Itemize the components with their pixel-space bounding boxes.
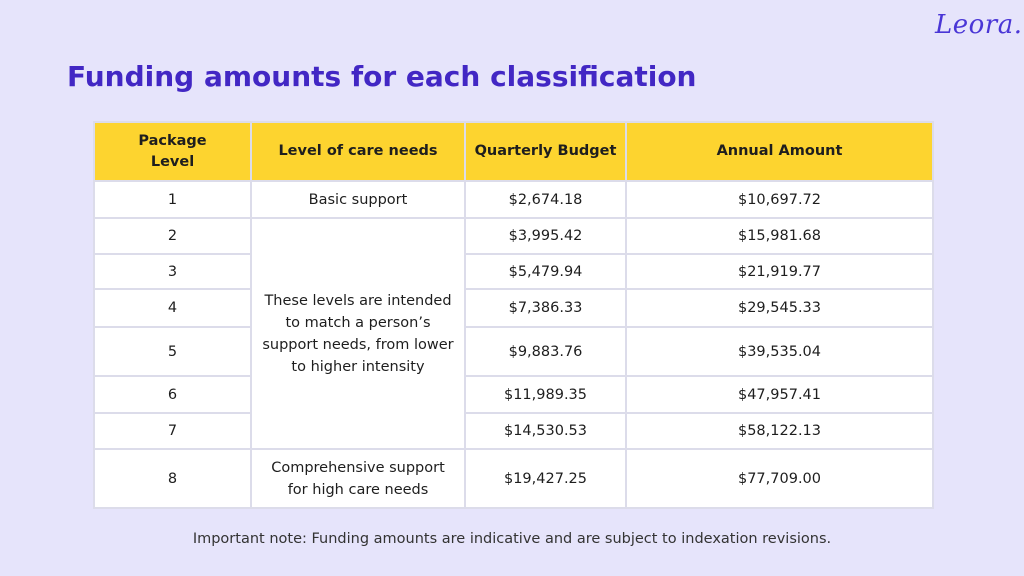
col-header-annual-amount: Annual Amount <box>626 122 933 181</box>
quarterly-budget-cell: $11,989.35 <box>465 376 626 412</box>
package-level-cell: 5 <box>94 327 251 377</box>
package-level-cell: 7 <box>94 413 251 449</box>
col-header-package-level: Package Level <box>94 122 251 181</box>
quarterly-budget-cell: $5,479.94 <box>465 254 626 289</box>
brand-logo: Leora. <box>935 10 1023 40</box>
quarterly-budget-cell: $9,883.76 <box>465 327 626 377</box>
table-row <box>94 181 933 218</box>
care-needs-cell: Basic support <box>251 181 465 218</box>
annual-amount-cell: $29,545.33 <box>626 289 933 326</box>
table-row <box>94 327 933 377</box>
package-level-cell: 2 <box>94 218 251 253</box>
quarterly-budget-cell: $14,530.53 <box>465 413 626 449</box>
table-header-row <box>94 122 933 181</box>
package-level-cell: 4 <box>94 289 251 326</box>
col-header-quarterly-budget: Quarterly Budget <box>465 122 626 181</box>
table-row <box>94 254 933 289</box>
care-needs-cell: Comprehensive support for high care needs <box>251 449 465 508</box>
package-level-cell: 8 <box>94 449 251 508</box>
annual-amount-cell: $39,535.04 <box>626 327 933 377</box>
quarterly-budget-cell: $3,995.42 <box>465 218 626 253</box>
annual-amount-cell: $10,697.72 <box>626 181 933 218</box>
care-needs-merged-cell: These levels are intended to match a person’s support needs, from lower to higher intensity <box>251 218 465 449</box>
table-row <box>94 289 933 326</box>
funding-table <box>93 121 934 509</box>
annual-amount-cell: $21,919.77 <box>626 254 933 289</box>
package-level-cell: 3 <box>94 254 251 289</box>
table-row <box>94 413 933 449</box>
important-note: Important note: Funding amounts are indicative and are subject to indexation revisions. <box>192 531 832 547</box>
table-row <box>94 376 933 412</box>
annual-amount-cell: $77,709.00 <box>626 449 933 508</box>
quarterly-budget-cell: $19,427.25 <box>465 449 626 508</box>
page-title: Funding amounts for each classification <box>67 60 697 93</box>
col-header-care-needs: Level of care needs <box>251 122 465 181</box>
quarterly-budget-cell: $7,386.33 <box>465 289 626 326</box>
package-level-cell: 1 <box>94 181 251 218</box>
table-row <box>94 449 933 508</box>
table-row <box>94 218 933 253</box>
quarterly-budget-cell: $2,674.18 <box>465 181 626 218</box>
annual-amount-cell: $47,957.41 <box>626 376 933 412</box>
annual-amount-cell: $58,122.13 <box>626 413 933 449</box>
annual-amount-cell: $15,981.68 <box>626 218 933 253</box>
package-level-cell: 6 <box>94 376 251 412</box>
